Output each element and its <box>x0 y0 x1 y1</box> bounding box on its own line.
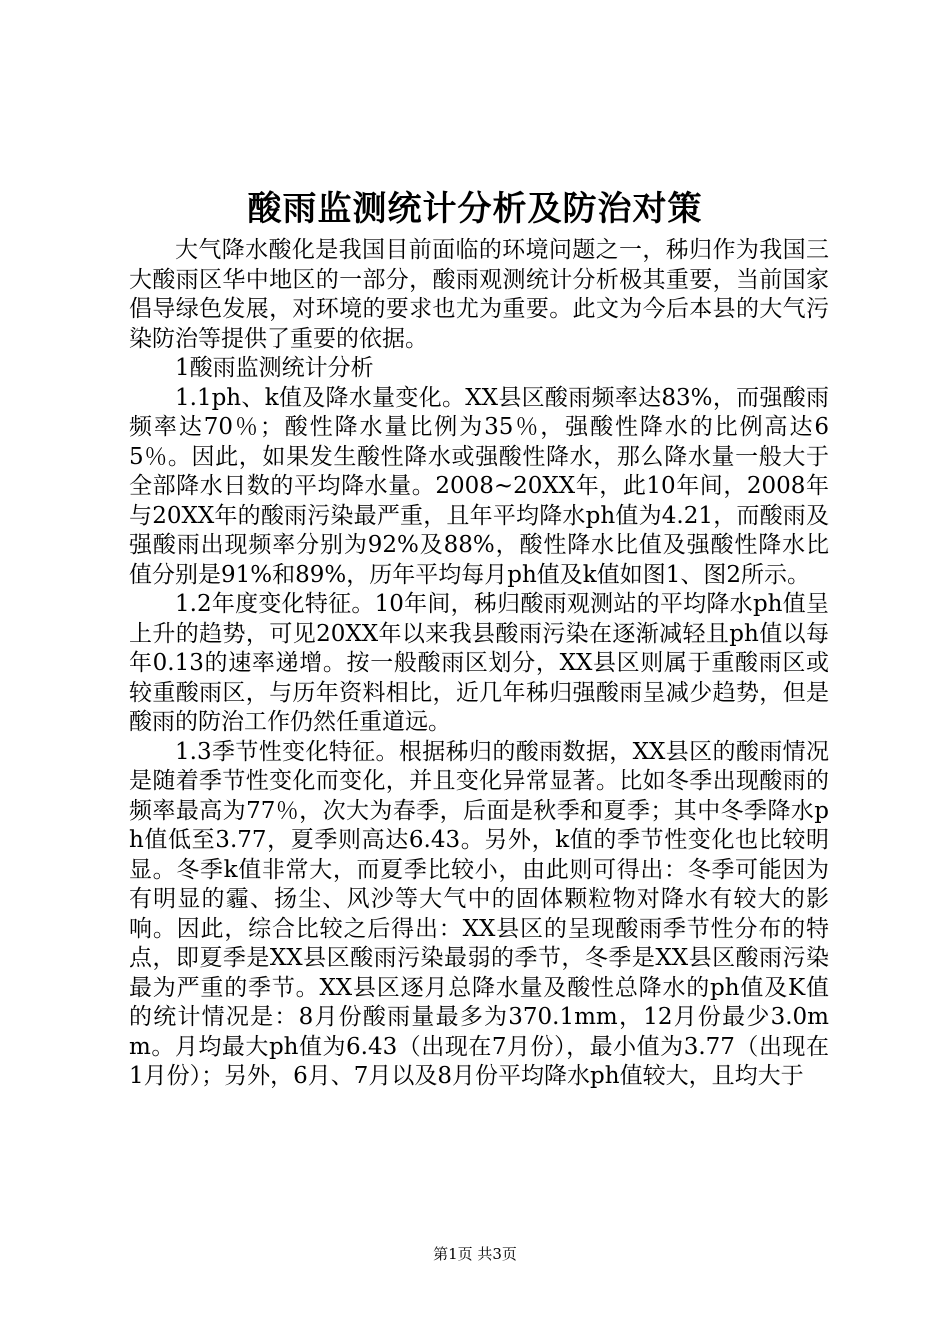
section-1-2-paragraph: 1.2年度变化特征。10年间，秭归酸雨观测站的平均降水ph值呈上升的趋势，可见20XX年以来我县酸雨污染在逐渐减轻且ph值以每年0.13的速率递增。按一般酸雨区划分，XX县区则属于重酸雨区或较重酸雨区，与历年资料相比，近几年秭归强酸雨呈减少趋势，但是酸雨的防治工作仍然任重道远。 <box>129 591 829 735</box>
section-heading: 1酸雨监测统计分析 <box>175 355 374 381</box>
section-1-3-paragraph: 1.3季节性变化特征。根据秭归的酸雨数据，XX县区的酸雨情况是随着季节性变化而变化，并且变化异常显著。比如冬季出现酸雨的频率最高为77％，次大为春季，后面是秋季和夏季；其中冬季降水ph值低至3.77，夏季则高达6.43。另外，k值的季节性变化也比较明显。冬季k值非常大，而夏季比较小，由此则可得出：冬季可能因为有明显的霾、扬尘、风沙等大气中的固体颗粒物对降水有较大的影响。因此，综合比较之后得出：XX县区的呈现酸雨季节性分布的特点，即夏季是XX县区酸雨污染最弱的季节，冬季是XX县区酸雨污染最为严重的季节。XX县区逐月总降水量及酸性总降水的ph值及K值的统计情况是：8月份酸雨量最多为370.1mm，12月份最少3.0mm。月均最大ph值为6.43（出现在7月份），最小值为3.77（出现在1月份）；另外，6月、7月以及8月份平均降水ph值较大，且均大于 <box>129 738 829 1089</box>
document-title: 酸雨监测统计分析及防治对策 <box>247 189 703 229</box>
intro-paragraph: 大气降水酸化是我国目前面临的环境问题之一，秭归作为我国三大酸雨区华中地区的一部分，酸雨观测统计分析极其重要，当前国家倡导绿色发展，对环境的要求也尤为重要。此文为今后本县的大气污染防治等提供了重要的依据。 <box>129 237 829 352</box>
page-number-footer: 第1页 共3页 <box>433 1245 517 1263</box>
section-1-1-paragraph: 1.1ph、k值及降水量变化。XX县区酸雨频率达83%，而强酸雨频率达70％；酸性降水量比例为35％，强酸性降水的比例高达65％。因此，如果发生酸性降水或强酸性降水，那么降水量一般大于全部降水日数的平均降水量。2008~20XX年，此10年间，2008年与20XX年的酸雨污染最严重，且年平均降水ph值为4.21，而酸雨及强酸雨出现频率分别为92%及88%，酸性降水比值及强酸性降水比值分别是91%和89%，历年平均每月ph值及k值如图1、图2所示。 <box>129 384 829 588</box>
document-body <box>129 236 829 1092</box>
